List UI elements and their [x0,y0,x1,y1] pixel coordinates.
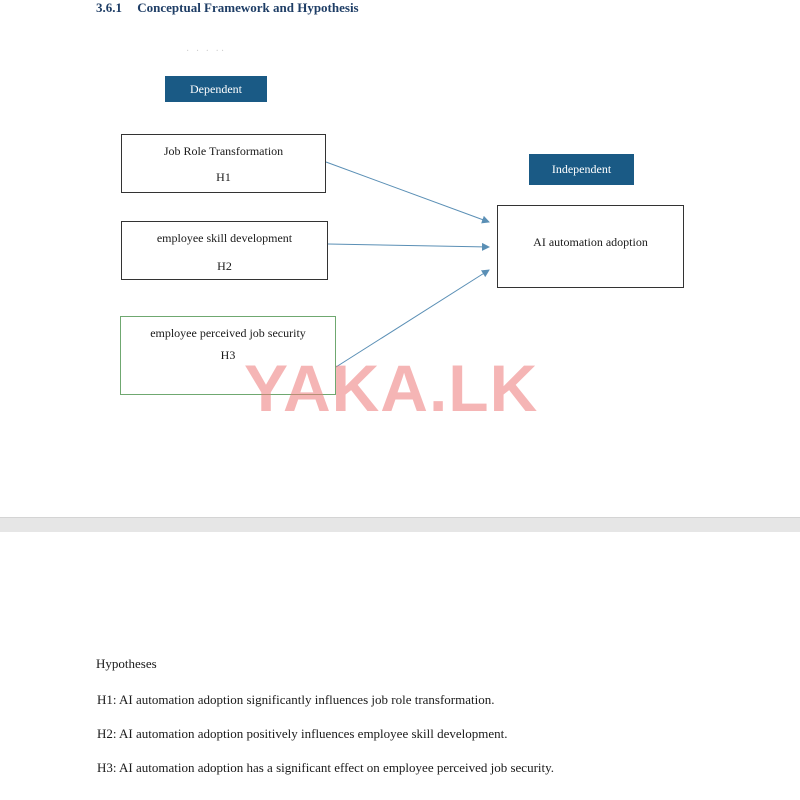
dependent-tag: Dependent [165,76,267,102]
hypotheses-title: Hypotheses [96,656,157,671]
hypothesis-code: H1 [216,170,231,184]
hypothesis-code: H2 [217,259,232,273]
hypothesis-code: H3 [220,348,236,362]
arrow-h1 [326,162,489,222]
page-separator [0,517,800,533]
dependent-box-job-role [121,134,326,193]
hypothesis-item: H3: AI automation adoption has a significant effect on employee perceived job security. [97,760,555,775]
faint-text-remnant: · · · ·· [186,46,227,57]
watermark: YAKA.LK [244,351,539,425]
box-label: employee skill development [156,231,293,245]
independent-box [497,205,684,288]
box-label: AI automation adoption [533,235,648,249]
hypothesis-item: H1: AI automation adoption significantly influences job role transformation. [97,692,495,707]
section-number: 3.6.1 [96,0,122,15]
section-title: Conceptual Framework and Hypothesis [137,0,359,15]
box-label: employee perceived job security [150,326,306,340]
arrow-h2 [328,244,489,247]
hypothesis-item: H2: AI automation adoption positively influences employee skill development. [97,726,508,741]
box-label: Job Role Transformation [163,144,284,158]
independent-tag: Independent [529,154,634,185]
document-page-2 [0,532,800,800]
dependent-box-skill [121,221,328,280]
